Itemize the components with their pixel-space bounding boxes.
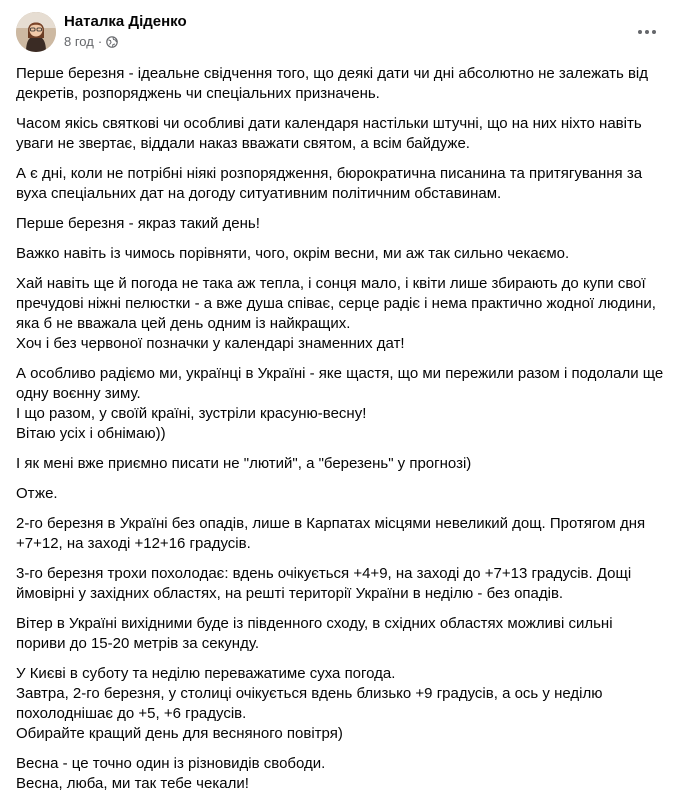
paragraph-line: У Києві в суботу та неділю переважатиме суха погода. bbox=[16, 665, 396, 682]
post-paragraph bbox=[16, 454, 665, 474]
post-paragraph bbox=[16, 484, 665, 504]
post-paragraph bbox=[16, 514, 665, 554]
post-paragraph bbox=[16, 364, 665, 444]
meta-separator: · bbox=[97, 34, 103, 49]
paragraph-line: А особливо радіємо ми, українці в Україні - яке щастя, що ми пережили разом і подолали ще bbox=[16, 365, 664, 382]
paragraph-line: уваги не звертає, віддали наказ вважати святом, а всім байдуже. bbox=[16, 135, 470, 152]
paragraph-line: Весна - це точно один із різновидів свободи. bbox=[16, 755, 326, 772]
paragraph-line: 3-го березня трохи похолодає: вдень очікується +4+9, на заході до +7+13 градусів. Дощі bbox=[16, 565, 632, 582]
paragraph-line: Перше березня - ідеальне свідчення того, що деякі дати чи дні абсолютно не залежать від bbox=[16, 65, 649, 82]
paragraph-line: декретів, розпоряджень чи спеціальних призначень. bbox=[16, 85, 380, 102]
paragraph-line: А є дні, коли не потрібні ніякі розпорядження, бюрократична писанина та притягування за bbox=[16, 165, 643, 182]
paragraph-line: Хай навіть ще й погода не така аж тепла, і сонця мало, і квіти лише збирають до купи свої bbox=[16, 275, 646, 292]
paragraph-line: пориви до 15-20 метрів за секунду. bbox=[16, 635, 259, 652]
paragraph-line: І як мені вже приємно писати не "лютий", а "березень" у прогнозі) bbox=[16, 455, 472, 472]
paragraph-line: І що разом, у своїй країні, зустріли красуню-весну! bbox=[16, 405, 367, 422]
paragraph-line: пречудові ніжні пелюстки - а вже душа співає, серце радіє і нема практично жодної людини, bbox=[16, 295, 656, 312]
post-paragraph bbox=[16, 214, 665, 234]
paragraph-line: вуха спеціальних дат на догоду ситуативним політичним обставинам. bbox=[16, 185, 502, 202]
paragraph-line: Вітаю усіх і обнімаю)) bbox=[16, 425, 166, 442]
post-time[interactable]: 8 год bbox=[64, 34, 94, 49]
paragraph-line: одну воєнну зиму. bbox=[16, 385, 141, 402]
paragraph-line: Весна, люба, ми так тебе чекали! bbox=[16, 775, 249, 792]
paragraph-line: 2-го березня в Україні без опадів, лише в Карпатах місцями невеликий дощ. Протягом дня bbox=[16, 515, 646, 532]
avatar-image bbox=[16, 12, 56, 52]
paragraph-line: яка б не вважала цей день одним із найкращих. bbox=[16, 315, 351, 332]
post-header bbox=[16, 12, 663, 54]
paragraph-line: Перше березня - якраз такий день! bbox=[16, 215, 260, 232]
paragraph-line: Завтра, 2-го березня, у столиці очікується вдень близько +9 градусів, а ось у неділю bbox=[16, 685, 603, 702]
paragraph-line: Важко навіть із чимось порівняти, чого, окрім весни, ми аж так сильно чекаємо. bbox=[16, 245, 570, 262]
post-body bbox=[16, 64, 665, 804]
post-paragraph bbox=[16, 114, 665, 154]
post-meta bbox=[64, 34, 118, 49]
post-paragraph bbox=[16, 244, 665, 264]
paragraph-line: похолоднішає до +5, +6 градусів. bbox=[16, 705, 247, 722]
paragraph-line: Часом якісь святкові чи особливі дати календаря настільки штучні, що на них ніхто навіть bbox=[16, 115, 642, 132]
paragraph-line: ймовірні у західних областях, на решті території України в неділю - без опадів. bbox=[16, 585, 564, 602]
paragraph-line: Вітер в Україні вихідними буде із південного сходу, в східних областях можливі сильні bbox=[16, 615, 613, 632]
paragraph-line: Обирайте кращий день для весняного повітря) bbox=[16, 725, 343, 742]
author-avatar[interactable] bbox=[16, 12, 56, 52]
post-paragraph bbox=[16, 564, 665, 604]
globe-icon[interactable] bbox=[106, 36, 118, 48]
post-paragraph bbox=[16, 664, 665, 744]
post-paragraph bbox=[16, 64, 665, 104]
post-paragraph bbox=[16, 754, 665, 794]
post-paragraph bbox=[16, 614, 665, 654]
post-paragraph bbox=[16, 164, 665, 204]
post-paragraph bbox=[16, 274, 665, 354]
more-options-icon[interactable] bbox=[633, 22, 661, 42]
paragraph-line: +7+12, на заході +12+16 градусів. bbox=[16, 535, 251, 552]
paragraph-line: Отже. bbox=[16, 485, 58, 502]
author-name[interactable]: Наталка Діденко bbox=[64, 13, 187, 30]
paragraph-line: Хоч і без червоної позначки у календарі знаменних дат! bbox=[16, 335, 405, 352]
